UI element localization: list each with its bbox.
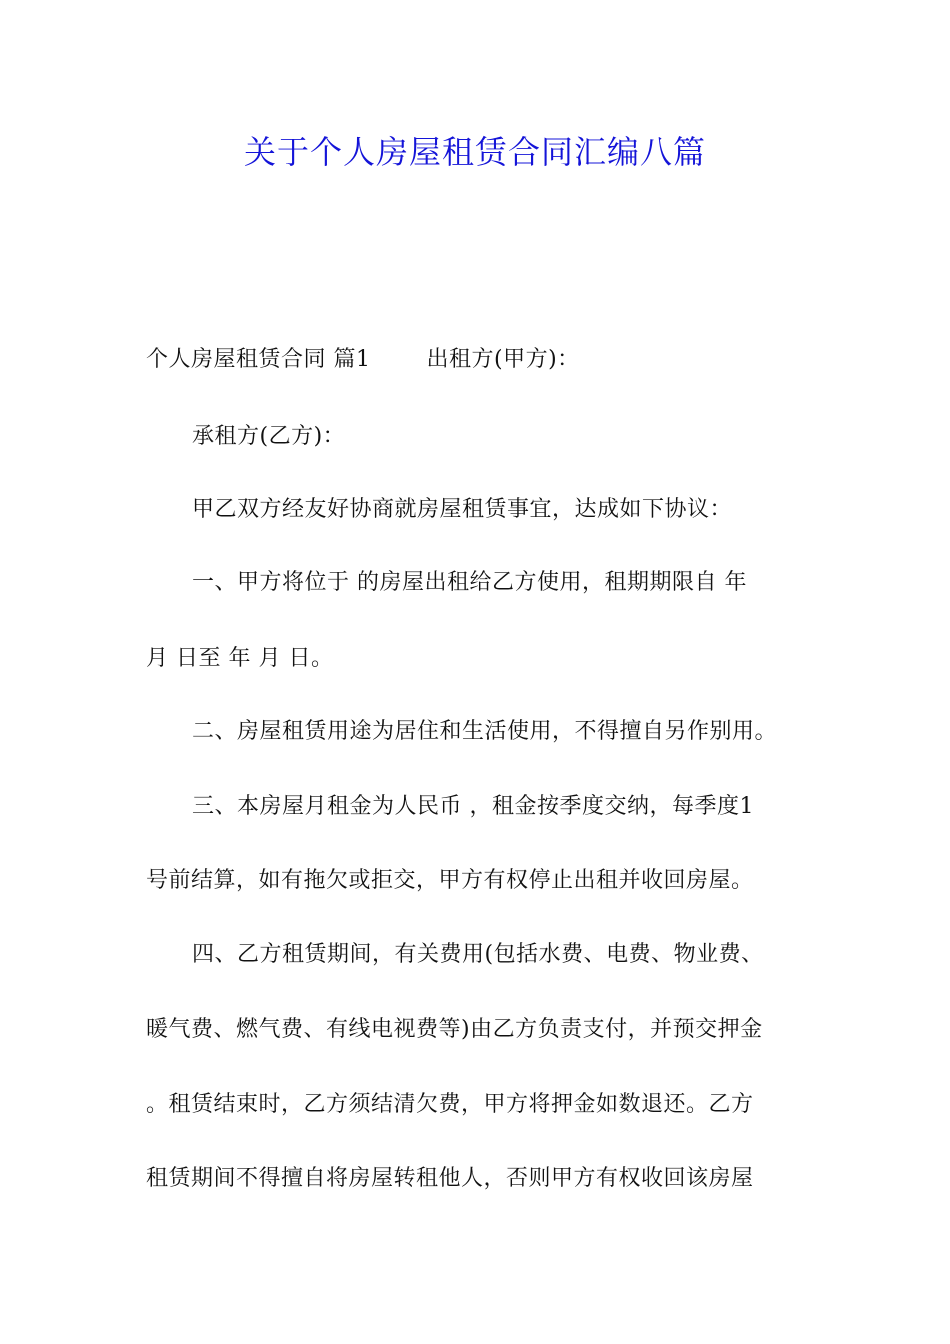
paragraph-line: 号前结算，如有拖欠或拒交，甲方有权停止出租并收回房屋。: [146, 868, 754, 893]
paragraph-line: 二、房屋租赁用途为居住和生活使用，不得擅自另作别用。: [192, 719, 778, 744]
paragraph-line: 暖气费、燃气费、有线电视费等)由乙方负责支付，并预交押金: [146, 1017, 763, 1042]
paragraph-line: 月 日至 年 月 日。: [146, 646, 334, 671]
document-title: 关于个人房屋租赁合同汇编八篇: [243, 133, 706, 171]
paragraph-line: 租赁期间不得擅自将房屋转租他人，否则甲方有权收回该房屋: [146, 1166, 754, 1191]
section-heading: 个人房屋租赁合同 篇1: [146, 347, 371, 372]
paragraph-line: [146, 345, 806, 375]
paragraph-line: 甲乙双方经友好协商就房屋租赁事宜，达成如下协议：: [192, 497, 733, 522]
lessee-label: 承租方(乙方)：: [192, 424, 346, 449]
lessor-label: 出租方(甲方)：: [426, 347, 580, 372]
paragraph-line: 。租赁结束时，乙方须结清欠费，甲方将押金如数退还。乙方: [146, 1092, 754, 1117]
paragraph-line: [146, 422, 806, 452]
paragraph-line: 三、本房屋月租金为人民币 ，租金按季度交纳，每季度1: [192, 794, 754, 819]
paragraph-line: 四、乙方租赁期间，有关费用(包括水费、电费、物业费、: [192, 942, 764, 967]
paragraph-line: 一、甲方将位于 的房屋出租给乙方使用，租期期限自 年: [192, 570, 747, 595]
